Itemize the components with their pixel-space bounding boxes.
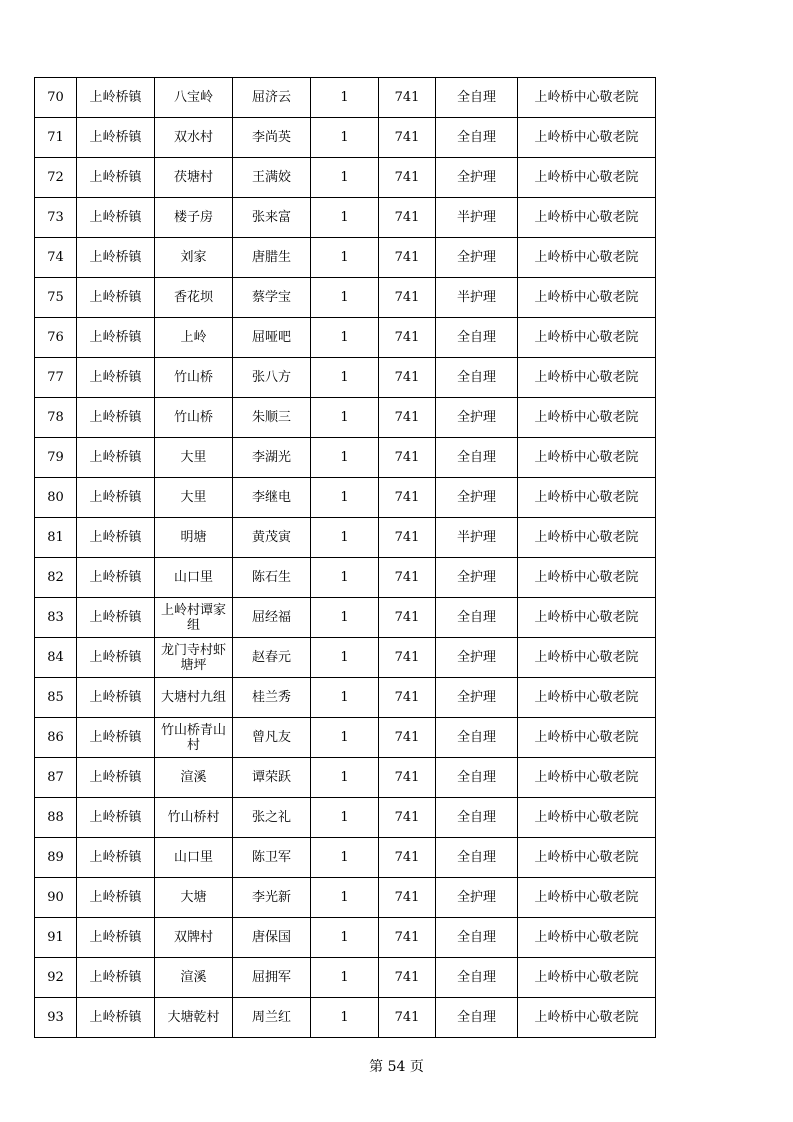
amount-cell: 741 [379, 958, 436, 998]
serial-number-cell: 74 [35, 238, 77, 278]
amount-cell: 741 [379, 678, 436, 718]
count-cell: 1 [311, 518, 379, 558]
village-cell: 龙门寺村虾塘坪 [155, 638, 233, 678]
institution-cell: 上岭桥中心敬老院 [518, 678, 656, 718]
care-level-cell: 全自理 [436, 718, 518, 758]
count-cell: 1 [311, 118, 379, 158]
amount-cell: 741 [379, 278, 436, 318]
table-row [35, 558, 656, 598]
table-row [35, 638, 656, 678]
amount-cell: 741 [379, 718, 436, 758]
count-cell: 1 [311, 318, 379, 358]
count-cell: 1 [311, 838, 379, 878]
amount-cell: 741 [379, 318, 436, 358]
institution-cell: 上岭桥中心敬老院 [518, 758, 656, 798]
village-cell: 竹山桥 [155, 358, 233, 398]
serial-number-cell: 77 [35, 358, 77, 398]
town-cell: 上岭桥镇 [77, 438, 155, 478]
care-level-cell: 全自理 [436, 598, 518, 638]
care-level-cell: 全护理 [436, 678, 518, 718]
care-level-cell: 半护理 [436, 198, 518, 238]
name-cell: 李尚英 [233, 118, 311, 158]
name-cell: 朱顺三 [233, 398, 311, 438]
institution-cell: 上岭桥中心敬老院 [518, 158, 656, 198]
village-cell: 茯塘村 [155, 158, 233, 198]
table-row [35, 718, 656, 758]
name-cell: 陈石生 [233, 558, 311, 598]
serial-number-cell: 78 [35, 398, 77, 438]
name-cell: 曾凡友 [233, 718, 311, 758]
town-cell: 上岭桥镇 [77, 998, 155, 1038]
name-cell: 屈经福 [233, 598, 311, 638]
institution-cell: 上岭桥中心敬老院 [518, 718, 656, 758]
table-row [35, 238, 656, 278]
care-level-cell: 全护理 [436, 558, 518, 598]
town-cell: 上岭桥镇 [77, 758, 155, 798]
town-cell: 上岭桥镇 [77, 358, 155, 398]
serial-number-cell: 90 [35, 878, 77, 918]
amount-cell: 741 [379, 558, 436, 598]
amount-cell: 741 [379, 238, 436, 278]
amount-cell: 741 [379, 118, 436, 158]
amount-cell: 741 [379, 478, 436, 518]
name-cell: 陈卫军 [233, 838, 311, 878]
count-cell: 1 [311, 958, 379, 998]
name-cell: 张之礼 [233, 798, 311, 838]
town-cell: 上岭桥镇 [77, 638, 155, 678]
care-level-cell: 全自理 [436, 998, 518, 1038]
care-level-cell: 全自理 [436, 838, 518, 878]
amount-cell: 741 [379, 518, 436, 558]
name-cell: 赵春元 [233, 638, 311, 678]
count-cell: 1 [311, 438, 379, 478]
name-cell: 屈拥军 [233, 958, 311, 998]
village-cell: 渲溪 [155, 958, 233, 998]
care-level-cell: 全护理 [436, 238, 518, 278]
serial-number-cell: 87 [35, 758, 77, 798]
name-cell: 桂兰秀 [233, 678, 311, 718]
village-cell: 双水村 [155, 118, 233, 158]
count-cell: 1 [311, 758, 379, 798]
amount-cell: 741 [379, 878, 436, 918]
village-cell: 竹山桥 [155, 398, 233, 438]
care-level-cell: 全护理 [436, 398, 518, 438]
care-level-cell: 全护理 [436, 878, 518, 918]
serial-number-cell: 75 [35, 278, 77, 318]
table-row [35, 998, 656, 1038]
town-cell: 上岭桥镇 [77, 878, 155, 918]
table-row [35, 438, 656, 478]
care-level-cell: 全自理 [436, 318, 518, 358]
town-cell: 上岭桥镇 [77, 958, 155, 998]
village-cell: 大里 [155, 478, 233, 518]
serial-number-cell: 73 [35, 198, 77, 238]
count-cell: 1 [311, 78, 379, 118]
count-cell: 1 [311, 358, 379, 398]
care-level-cell: 全自理 [436, 358, 518, 398]
name-cell: 李继电 [233, 478, 311, 518]
table-row [35, 278, 656, 318]
town-cell: 上岭桥镇 [77, 518, 155, 558]
count-cell: 1 [311, 478, 379, 518]
table-row [35, 678, 656, 718]
amount-cell: 741 [379, 398, 436, 438]
town-cell: 上岭桥镇 [77, 318, 155, 358]
serial-number-cell: 71 [35, 118, 77, 158]
count-cell: 1 [311, 238, 379, 278]
serial-number-cell: 88 [35, 798, 77, 838]
table-row [35, 918, 656, 958]
village-cell: 大塘 [155, 878, 233, 918]
count-cell: 1 [311, 998, 379, 1038]
care-level-cell: 全自理 [436, 958, 518, 998]
table-body [35, 78, 656, 1038]
village-cell: 大塘村九组 [155, 678, 233, 718]
town-cell: 上岭桥镇 [77, 118, 155, 158]
count-cell: 1 [311, 798, 379, 838]
village-cell: 大塘乾村 [155, 998, 233, 1038]
institution-cell: 上岭桥中心敬老院 [518, 278, 656, 318]
town-cell: 上岭桥镇 [77, 398, 155, 438]
institution-cell: 上岭桥中心敬老院 [518, 998, 656, 1038]
institution-cell: 上岭桥中心敬老院 [518, 238, 656, 278]
serial-number-cell: 80 [35, 478, 77, 518]
care-level-cell: 全自理 [436, 758, 518, 798]
name-cell: 李光新 [233, 878, 311, 918]
amount-cell: 741 [379, 358, 436, 398]
town-cell: 上岭桥镇 [77, 558, 155, 598]
care-level-cell: 半护理 [436, 278, 518, 318]
care-level-cell: 半护理 [436, 518, 518, 558]
table-row [35, 78, 656, 118]
serial-number-cell: 82 [35, 558, 77, 598]
table-row [35, 118, 656, 158]
village-cell: 上岭 [155, 318, 233, 358]
amount-cell: 741 [379, 638, 436, 678]
village-cell: 大里 [155, 438, 233, 478]
count-cell: 1 [311, 638, 379, 678]
name-cell: 蔡学宝 [233, 278, 311, 318]
count-cell: 1 [311, 718, 379, 758]
town-cell: 上岭桥镇 [77, 478, 155, 518]
amount-cell: 741 [379, 598, 436, 638]
village-cell: 山口里 [155, 838, 233, 878]
amount-cell: 741 [379, 158, 436, 198]
institution-cell: 上岭桥中心敬老院 [518, 598, 656, 638]
village-cell: 楼子房 [155, 198, 233, 238]
village-cell: 渲溪 [155, 758, 233, 798]
institution-cell: 上岭桥中心敬老院 [518, 918, 656, 958]
town-cell: 上岭桥镇 [77, 598, 155, 638]
table-row [35, 398, 656, 438]
table-row [35, 158, 656, 198]
name-cell: 唐保国 [233, 918, 311, 958]
serial-number-cell: 72 [35, 158, 77, 198]
serial-number-cell: 91 [35, 918, 77, 958]
town-cell: 上岭桥镇 [77, 718, 155, 758]
town-cell: 上岭桥镇 [77, 838, 155, 878]
amount-cell: 741 [379, 198, 436, 238]
institution-cell: 上岭桥中心敬老院 [518, 478, 656, 518]
institution-cell: 上岭桥中心敬老院 [518, 518, 656, 558]
table-row [35, 878, 656, 918]
village-cell: 竹山桥村 [155, 798, 233, 838]
town-cell: 上岭桥镇 [77, 158, 155, 198]
count-cell: 1 [311, 678, 379, 718]
care-level-cell: 全自理 [436, 118, 518, 158]
serial-number-cell: 76 [35, 318, 77, 358]
amount-cell: 741 [379, 758, 436, 798]
village-cell: 山口里 [155, 558, 233, 598]
serial-number-cell: 86 [35, 718, 77, 758]
care-level-cell: 全自理 [436, 438, 518, 478]
serial-number-cell: 70 [35, 78, 77, 118]
institution-cell: 上岭桥中心敬老院 [518, 398, 656, 438]
town-cell: 上岭桥镇 [77, 78, 155, 118]
name-cell: 张来富 [233, 198, 311, 238]
roster-table [34, 77, 656, 1038]
serial-number-cell: 84 [35, 638, 77, 678]
village-cell: 竹山桥青山村 [155, 718, 233, 758]
table-row [35, 518, 656, 558]
count-cell: 1 [311, 278, 379, 318]
count-cell: 1 [311, 198, 379, 238]
table-row [35, 838, 656, 878]
care-level-cell: 全护理 [436, 158, 518, 198]
page-number: 第 54 页 [369, 1059, 424, 1075]
institution-cell: 上岭桥中心敬老院 [518, 198, 656, 238]
care-level-cell: 全护理 [436, 478, 518, 518]
serial-number-cell: 89 [35, 838, 77, 878]
village-cell: 香花坝 [155, 278, 233, 318]
institution-cell: 上岭桥中心敬老院 [518, 798, 656, 838]
institution-cell: 上岭桥中心敬老院 [518, 958, 656, 998]
institution-cell: 上岭桥中心敬老院 [518, 838, 656, 878]
serial-number-cell: 85 [35, 678, 77, 718]
institution-cell: 上岭桥中心敬老院 [518, 438, 656, 478]
town-cell: 上岭桥镇 [77, 918, 155, 958]
count-cell: 1 [311, 158, 379, 198]
serial-number-cell: 92 [35, 958, 77, 998]
institution-cell: 上岭桥中心敬老院 [518, 118, 656, 158]
table-row [35, 758, 656, 798]
amount-cell: 741 [379, 838, 436, 878]
institution-cell: 上岭桥中心敬老院 [518, 318, 656, 358]
institution-cell: 上岭桥中心敬老院 [518, 558, 656, 598]
town-cell: 上岭桥镇 [77, 238, 155, 278]
name-cell: 唐腊生 [233, 238, 311, 278]
village-cell: 八宝岭 [155, 78, 233, 118]
town-cell: 上岭桥镇 [77, 678, 155, 718]
table-row [35, 358, 656, 398]
name-cell: 周兰红 [233, 998, 311, 1038]
amount-cell: 741 [379, 78, 436, 118]
count-cell: 1 [311, 598, 379, 638]
village-cell: 刘家 [155, 238, 233, 278]
table-row [35, 478, 656, 518]
serial-number-cell: 81 [35, 518, 77, 558]
table-row [35, 798, 656, 838]
table-row [35, 958, 656, 998]
table-row [35, 198, 656, 238]
institution-cell: 上岭桥中心敬老院 [518, 78, 656, 118]
name-cell: 黄茂寅 [233, 518, 311, 558]
name-cell: 王满姣 [233, 158, 311, 198]
village-cell: 双牌村 [155, 918, 233, 958]
village-cell: 明塘 [155, 518, 233, 558]
count-cell: 1 [311, 878, 379, 918]
name-cell: 屈济云 [233, 78, 311, 118]
amount-cell: 741 [379, 798, 436, 838]
amount-cell: 741 [379, 918, 436, 958]
serial-number-cell: 83 [35, 598, 77, 638]
table-row [35, 598, 656, 638]
village-cell: 上岭村谭家组 [155, 598, 233, 638]
name-cell: 张八方 [233, 358, 311, 398]
care-level-cell: 全自理 [436, 78, 518, 118]
institution-cell: 上岭桥中心敬老院 [518, 638, 656, 678]
name-cell: 谭荣跃 [233, 758, 311, 798]
town-cell: 上岭桥镇 [77, 198, 155, 238]
care-level-cell: 全护理 [436, 638, 518, 678]
institution-cell: 上岭桥中心敬老院 [518, 878, 656, 918]
count-cell: 1 [311, 398, 379, 438]
serial-number-cell: 93 [35, 998, 77, 1038]
serial-number-cell: 79 [35, 438, 77, 478]
name-cell: 屈哑吧 [233, 318, 311, 358]
care-level-cell: 全自理 [436, 798, 518, 838]
institution-cell: 上岭桥中心敬老院 [518, 358, 656, 398]
count-cell: 1 [311, 558, 379, 598]
amount-cell: 741 [379, 438, 436, 478]
count-cell: 1 [311, 918, 379, 958]
care-level-cell: 全自理 [436, 918, 518, 958]
town-cell: 上岭桥镇 [77, 278, 155, 318]
table-row [35, 318, 656, 358]
town-cell: 上岭桥镇 [77, 798, 155, 838]
amount-cell: 741 [379, 998, 436, 1038]
name-cell: 李湖光 [233, 438, 311, 478]
